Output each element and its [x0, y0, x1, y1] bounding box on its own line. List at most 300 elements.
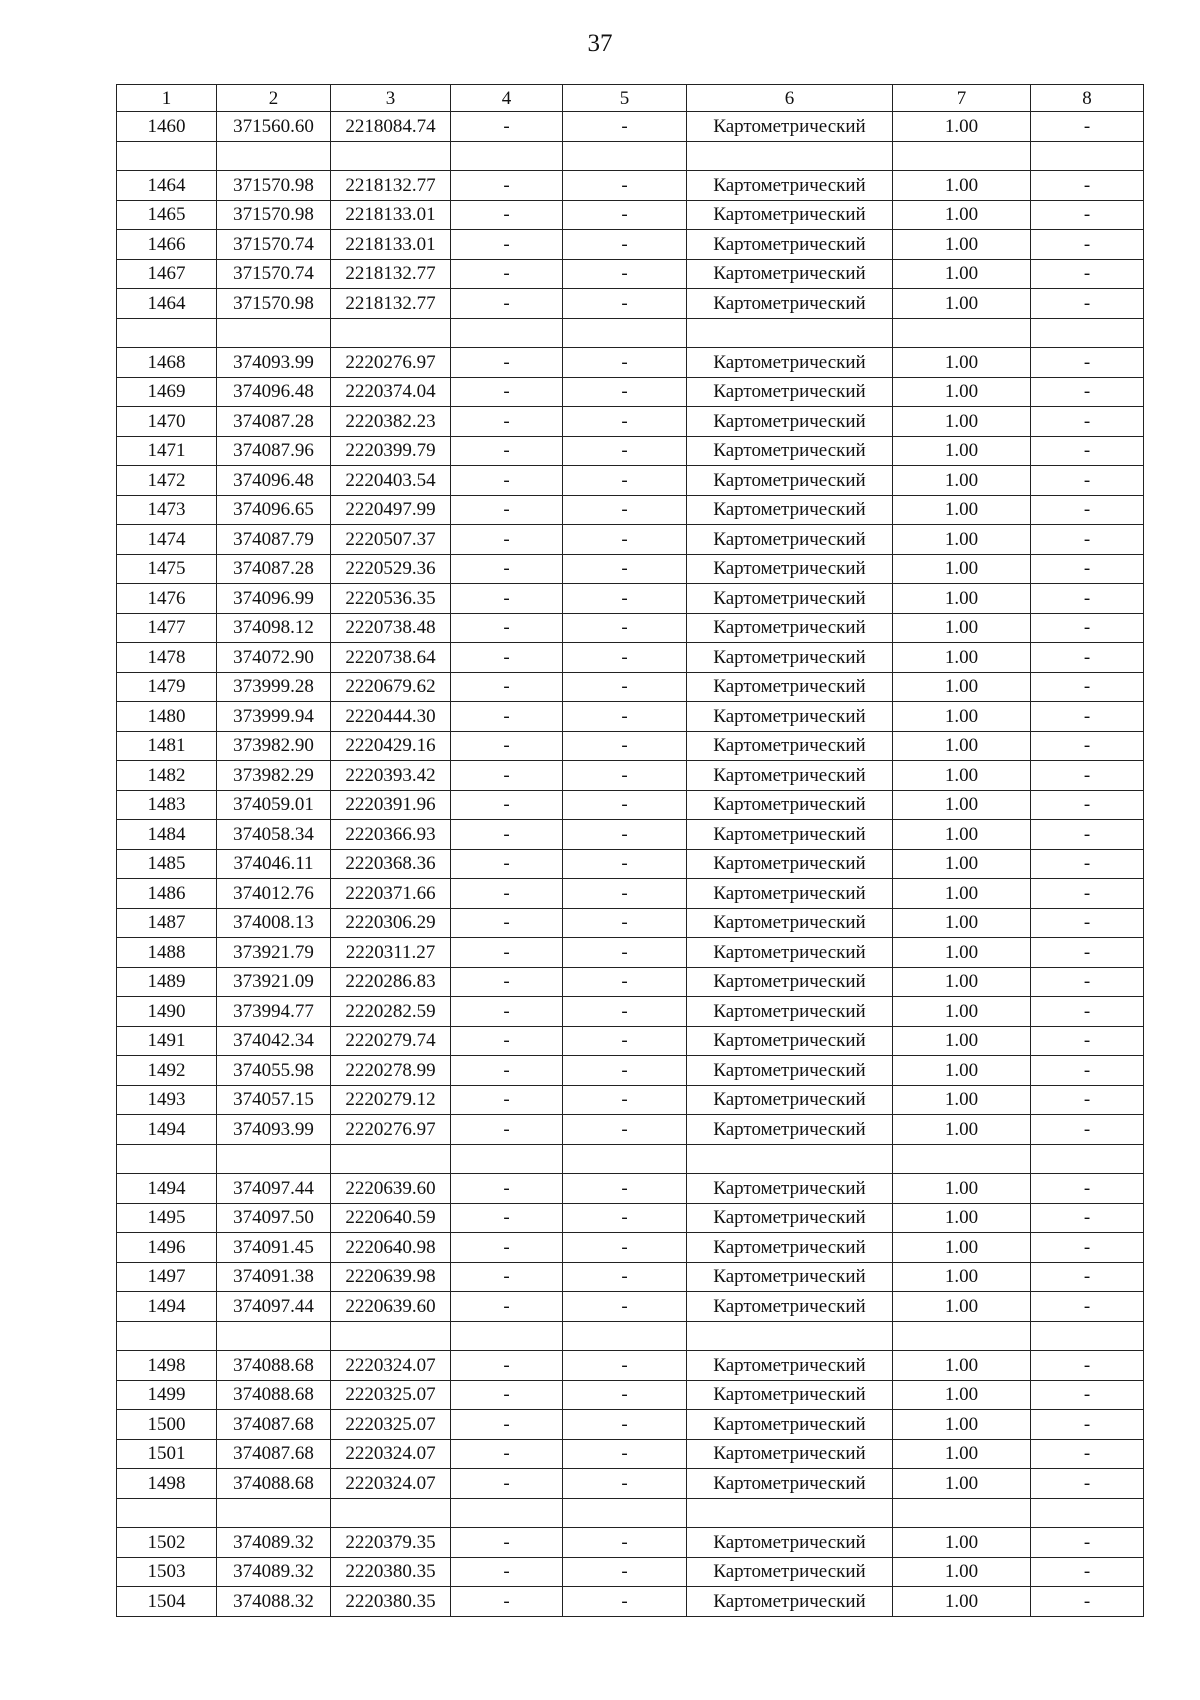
point-number-cell	[117, 1321, 217, 1351]
coordinate-x-cell: 371570.98	[217, 200, 331, 230]
point-number-cell: 1500	[117, 1410, 217, 1440]
accuracy-cell: 1.00	[893, 289, 1031, 319]
col-5-value-cell	[563, 141, 687, 171]
coordinate-x-cell: 374097.50	[217, 1203, 331, 1233]
point-number-cell: 1491	[117, 1026, 217, 1056]
col-4-value-cell: -	[451, 1380, 563, 1410]
method-cell	[687, 1321, 893, 1351]
accuracy-cell: 1.00	[893, 1292, 1031, 1322]
col-5-value-cell: -	[563, 200, 687, 230]
point-number-cell: 1476	[117, 584, 217, 614]
col-8-value-cell: -	[1031, 200, 1144, 230]
method-cell: Картометрический	[687, 761, 893, 791]
col-4-value-cell: -	[451, 1233, 563, 1263]
coordinate-x-cell: 371570.98	[217, 289, 331, 319]
header-row	[117, 85, 1144, 112]
accuracy-cell: 1.00	[893, 1410, 1031, 1440]
col-5-value-cell: -	[563, 1587, 687, 1617]
method-cell: Картометрический	[687, 1528, 893, 1558]
point-number-cell: 1504	[117, 1587, 217, 1617]
coordinate-x-cell: 374042.34	[217, 1026, 331, 1056]
col-4-value-cell: -	[451, 672, 563, 702]
coordinate-x-cell: 371560.60	[217, 112, 331, 142]
coordinate-y-cell: 2220640.98	[331, 1233, 451, 1263]
coordinate-x-cell: 374087.68	[217, 1439, 331, 1469]
col-5-value-cell: -	[563, 1203, 687, 1233]
col-5-value-cell: -	[563, 348, 687, 378]
col-4-value-cell: -	[451, 1557, 563, 1587]
coordinate-y-cell: 2220403.54	[331, 466, 451, 496]
col-5-value-cell	[563, 1498, 687, 1528]
col-5-value-cell: -	[563, 997, 687, 1027]
col-5-value-cell: -	[563, 1469, 687, 1499]
col-8-value-cell: -	[1031, 348, 1144, 378]
coordinate-y-cell: 2220368.36	[331, 849, 451, 879]
col-4-value-cell: -	[451, 407, 563, 437]
table-row	[117, 584, 1144, 614]
point-number-cell	[117, 318, 217, 348]
coordinate-x-cell: 374096.48	[217, 466, 331, 496]
col-8-value-cell: -	[1031, 1410, 1144, 1440]
accuracy-cell: 1.00	[893, 1528, 1031, 1558]
method-cell: Картометрический	[687, 672, 893, 702]
method-cell: Картометрический	[687, 1557, 893, 1587]
coordinate-y-cell: 2220306.29	[331, 908, 451, 938]
coordinate-y-cell	[331, 1144, 451, 1174]
col-8-value-cell: -	[1031, 613, 1144, 643]
coordinate-x-cell: 374055.98	[217, 1056, 331, 1086]
coordinate-y-cell: 2220282.59	[331, 997, 451, 1027]
col-4-value-cell: -	[451, 1439, 563, 1469]
method-cell: Картометрический	[687, 200, 893, 230]
col-4-value-cell: -	[451, 348, 563, 378]
table-row	[117, 879, 1144, 909]
table-row	[117, 1203, 1144, 1233]
coordinate-x-cell: 374008.13	[217, 908, 331, 938]
table-row	[117, 820, 1144, 850]
accuracy-cell: 1.00	[893, 436, 1031, 466]
coordinate-x-cell: 374097.44	[217, 1174, 331, 1204]
method-cell: Картометрический	[687, 702, 893, 732]
col-5-value-cell: -	[563, 584, 687, 614]
method-cell: Картометрический	[687, 1410, 893, 1440]
accuracy-cell: 1.00	[893, 1351, 1031, 1381]
method-cell: Картометрический	[687, 1439, 893, 1469]
point-number-cell: 1477	[117, 613, 217, 643]
col-5-value-cell: -	[563, 1351, 687, 1381]
table-body	[117, 112, 1144, 1617]
coordinate-x-cell: 373921.09	[217, 967, 331, 997]
col-5-value-cell: -	[563, 1174, 687, 1204]
method-cell: Картометрический	[687, 1262, 893, 1292]
coordinate-y-cell: 2220497.99	[331, 495, 451, 525]
column-header: 1	[117, 85, 217, 112]
table-row	[117, 849, 1144, 879]
coordinate-y-cell: 2220444.30	[331, 702, 451, 732]
coordinate-x-cell: 374097.44	[217, 1292, 331, 1322]
col-4-value-cell: -	[451, 1262, 563, 1292]
coordinate-y-cell: 2220640.59	[331, 1203, 451, 1233]
point-number-cell: 1480	[117, 702, 217, 732]
accuracy-cell: 1.00	[893, 1439, 1031, 1469]
col-5-value-cell: -	[563, 436, 687, 466]
coordinate-y-cell: 2220738.48	[331, 613, 451, 643]
col-4-value-cell: -	[451, 495, 563, 525]
point-number-cell	[117, 141, 217, 171]
coordinate-y-cell: 2220639.60	[331, 1292, 451, 1322]
col-4-value-cell: -	[451, 289, 563, 319]
coordinate-y-cell: 2220639.60	[331, 1174, 451, 1204]
accuracy-cell: 1.00	[893, 230, 1031, 260]
col-5-value-cell: -	[563, 1557, 687, 1587]
col-4-value-cell: -	[451, 112, 563, 142]
method-cell: Картометрический	[687, 1174, 893, 1204]
col-4-value-cell	[451, 1144, 563, 1174]
col-4-value-cell: -	[451, 436, 563, 466]
col-5-value-cell: -	[563, 1439, 687, 1469]
column-header: 8	[1031, 85, 1144, 112]
coordinate-y-cell	[331, 318, 451, 348]
col-5-value-cell: -	[563, 230, 687, 260]
coordinate-x-cell: 374057.15	[217, 1085, 331, 1115]
point-number-cell: 1502	[117, 1528, 217, 1558]
col-8-value-cell	[1031, 1498, 1144, 1528]
accuracy-cell: 1.00	[893, 1174, 1031, 1204]
table-row	[117, 318, 1144, 348]
accuracy-cell: 1.00	[893, 200, 1031, 230]
col-4-value-cell: -	[451, 1115, 563, 1145]
table-row	[117, 141, 1144, 171]
table-row	[117, 613, 1144, 643]
col-4-value-cell: -	[451, 525, 563, 555]
col-5-value-cell: -	[563, 466, 687, 496]
table-row	[117, 967, 1144, 997]
accuracy-cell: 1.00	[893, 377, 1031, 407]
table-row	[117, 1469, 1144, 1499]
method-cell: Картометрический	[687, 259, 893, 289]
coordinate-x-cell: 374093.99	[217, 1115, 331, 1145]
col-8-value-cell: -	[1031, 466, 1144, 496]
table-row	[117, 672, 1144, 702]
table-row	[117, 1380, 1144, 1410]
col-5-value-cell: -	[563, 1528, 687, 1558]
col-8-value-cell: -	[1031, 407, 1144, 437]
table-row	[117, 702, 1144, 732]
coordinate-x-cell: 371570.74	[217, 230, 331, 260]
coordinate-y-cell: 2220374.04	[331, 377, 451, 407]
method-cell: Картометрический	[687, 554, 893, 584]
table-row	[117, 1292, 1144, 1322]
col-5-value-cell: -	[563, 495, 687, 525]
col-8-value-cell: -	[1031, 436, 1144, 466]
col-8-value-cell: -	[1031, 1469, 1144, 1499]
coordinate-x-cell: 374087.28	[217, 554, 331, 584]
col-8-value-cell: -	[1031, 790, 1144, 820]
coordinate-x-cell: 373994.77	[217, 997, 331, 1027]
accuracy-cell: 1.00	[893, 554, 1031, 584]
point-number-cell: 1492	[117, 1056, 217, 1086]
coordinate-y-cell: 2220366.93	[331, 820, 451, 850]
col-8-value-cell: -	[1031, 1233, 1144, 1263]
col-5-value-cell: -	[563, 761, 687, 791]
method-cell: Картометрический	[687, 908, 893, 938]
table-row	[117, 1056, 1144, 1086]
col-4-value-cell: -	[451, 1528, 563, 1558]
point-number-cell: 1487	[117, 908, 217, 938]
table-row	[117, 289, 1144, 319]
accuracy-cell	[893, 141, 1031, 171]
coordinate-x-cell: 374087.96	[217, 436, 331, 466]
col-8-value-cell: -	[1031, 879, 1144, 909]
coordinate-x-cell: 374087.68	[217, 1410, 331, 1440]
coordinate-y-cell: 2220382.23	[331, 407, 451, 437]
table-row	[117, 200, 1144, 230]
coordinate-x-cell: 371570.98	[217, 171, 331, 201]
col-5-value-cell: -	[563, 672, 687, 702]
col-8-value-cell: -	[1031, 1528, 1144, 1558]
col-5-value-cell	[563, 1321, 687, 1351]
table-row	[117, 1174, 1144, 1204]
col-4-value-cell: -	[451, 1203, 563, 1233]
point-number-cell: 1467	[117, 259, 217, 289]
point-number-cell: 1496	[117, 1233, 217, 1263]
col-5-value-cell: -	[563, 938, 687, 968]
col-8-value-cell: -	[1031, 1587, 1144, 1617]
method-cell: Картометрический	[687, 938, 893, 968]
col-8-value-cell	[1031, 1321, 1144, 1351]
coordinate-y-cell: 2220325.07	[331, 1410, 451, 1440]
point-number-cell: 1494	[117, 1115, 217, 1145]
coordinate-x-cell	[217, 1144, 331, 1174]
method-cell: Картометрический	[687, 879, 893, 909]
col-4-value-cell: -	[451, 997, 563, 1027]
coordinate-y-cell: 2220529.36	[331, 554, 451, 584]
coordinate-y-cell: 2220278.99	[331, 1056, 451, 1086]
coordinate-y-cell: 2220311.27	[331, 938, 451, 968]
col-4-value-cell: -	[451, 820, 563, 850]
table-row	[117, 1321, 1144, 1351]
col-4-value-cell: -	[451, 1056, 563, 1086]
accuracy-cell: 1.00	[893, 908, 1031, 938]
point-number-cell: 1486	[117, 879, 217, 909]
col-8-value-cell: -	[1031, 643, 1144, 673]
accuracy-cell: 1.00	[893, 348, 1031, 378]
point-number-cell: 1494	[117, 1174, 217, 1204]
coordinate-y-cell: 2220276.97	[331, 1115, 451, 1145]
accuracy-cell: 1.00	[893, 171, 1031, 201]
col-4-value-cell: -	[451, 259, 563, 289]
table-row	[117, 938, 1144, 968]
coordinate-x-cell: 374093.99	[217, 348, 331, 378]
point-number-cell: 1466	[117, 230, 217, 260]
coordinate-x-cell: 374059.01	[217, 790, 331, 820]
point-number-cell: 1468	[117, 348, 217, 378]
accuracy-cell: 1.00	[893, 1262, 1031, 1292]
col-8-value-cell: -	[1031, 731, 1144, 761]
point-number-cell: 1498	[117, 1469, 217, 1499]
col-8-value-cell: -	[1031, 908, 1144, 938]
col-4-value-cell: -	[451, 731, 563, 761]
col-8-value-cell: -	[1031, 584, 1144, 614]
col-8-value-cell: -	[1031, 1262, 1144, 1292]
coordinate-y-cell: 2218132.77	[331, 171, 451, 201]
table-row	[117, 790, 1144, 820]
coordinate-y-cell	[331, 141, 451, 171]
accuracy-cell: 1.00	[893, 613, 1031, 643]
accuracy-cell: 1.00	[893, 1557, 1031, 1587]
point-number-cell: 1470	[117, 407, 217, 437]
table-row	[117, 436, 1144, 466]
coordinate-x-cell: 374089.32	[217, 1557, 331, 1587]
accuracy-cell: 1.00	[893, 967, 1031, 997]
method-cell	[687, 1498, 893, 1528]
coordinates-table	[116, 84, 1144, 1617]
col-4-value-cell: -	[451, 908, 563, 938]
col-8-value-cell: -	[1031, 1292, 1144, 1322]
accuracy-cell: 1.00	[893, 879, 1031, 909]
point-number-cell: 1471	[117, 436, 217, 466]
accuracy-cell: 1.00	[893, 1115, 1031, 1145]
col-4-value-cell: -	[451, 790, 563, 820]
method-cell: Картометрический	[687, 407, 893, 437]
col-4-value-cell	[451, 318, 563, 348]
coordinate-x-cell: 373921.79	[217, 938, 331, 968]
column-header: 6	[687, 85, 893, 112]
accuracy-cell: 1.00	[893, 1469, 1031, 1499]
method-cell: Картометрический	[687, 1203, 893, 1233]
coordinate-x-cell: 374096.48	[217, 377, 331, 407]
col-4-value-cell: -	[451, 938, 563, 968]
coordinate-y-cell: 2220371.66	[331, 879, 451, 909]
point-number-cell: 1464	[117, 171, 217, 201]
point-number-cell: 1478	[117, 643, 217, 673]
accuracy-cell: 1.00	[893, 495, 1031, 525]
method-cell: Картометрический	[687, 171, 893, 201]
col-4-value-cell: -	[451, 1351, 563, 1381]
coordinate-y-cell: 2218084.74	[331, 112, 451, 142]
method-cell: Картометрический	[687, 1026, 893, 1056]
point-number-cell: 1485	[117, 849, 217, 879]
col-4-value-cell: -	[451, 613, 563, 643]
coordinate-x-cell: 374089.32	[217, 1528, 331, 1558]
method-cell	[687, 318, 893, 348]
method-cell: Картометрический	[687, 1292, 893, 1322]
col-4-value-cell: -	[451, 1085, 563, 1115]
coordinate-x-cell: 373982.90	[217, 731, 331, 761]
coordinate-x-cell: 374058.34	[217, 820, 331, 850]
col-5-value-cell: -	[563, 1233, 687, 1263]
table-row	[117, 230, 1144, 260]
table-row	[117, 495, 1144, 525]
coordinate-x-cell: 373999.28	[217, 672, 331, 702]
col-5-value-cell: -	[563, 849, 687, 879]
coordinate-x-cell	[217, 1498, 331, 1528]
accuracy-cell	[893, 1321, 1031, 1351]
method-cell: Картометрический	[687, 1233, 893, 1263]
col-5-value-cell: -	[563, 525, 687, 555]
table-row	[117, 1439, 1144, 1469]
accuracy-cell: 1.00	[893, 259, 1031, 289]
table-row	[117, 171, 1144, 201]
col-8-value-cell: -	[1031, 820, 1144, 850]
method-cell: Картометрический	[687, 643, 893, 673]
point-number-cell: 1503	[117, 1557, 217, 1587]
method-cell: Картометрический	[687, 1085, 893, 1115]
coordinate-x-cell: 374088.68	[217, 1469, 331, 1499]
method-cell: Картометрический	[687, 1056, 893, 1086]
col-8-value-cell	[1031, 1144, 1144, 1174]
coordinate-y-cell: 2220380.35	[331, 1557, 451, 1587]
col-4-value-cell: -	[451, 1410, 563, 1440]
col-5-value-cell: -	[563, 171, 687, 201]
point-number-cell: 1472	[117, 466, 217, 496]
coordinate-y-cell: 2220507.37	[331, 525, 451, 555]
point-number-cell: 1479	[117, 672, 217, 702]
coordinate-y-cell: 2220279.12	[331, 1085, 451, 1115]
accuracy-cell: 1.00	[893, 790, 1031, 820]
col-8-value-cell: -	[1031, 1351, 1144, 1381]
method-cell: Картометрический	[687, 348, 893, 378]
col-8-value-cell: -	[1031, 1085, 1144, 1115]
accuracy-cell	[893, 1144, 1031, 1174]
col-4-value-cell: -	[451, 1469, 563, 1499]
col-4-value-cell: -	[451, 879, 563, 909]
col-8-value-cell: -	[1031, 702, 1144, 732]
point-number-cell: 1469	[117, 377, 217, 407]
accuracy-cell: 1.00	[893, 112, 1031, 142]
col-5-value-cell: -	[563, 289, 687, 319]
point-number-cell: 1464	[117, 289, 217, 319]
method-cell: Картометрический	[687, 967, 893, 997]
point-number-cell: 1493	[117, 1085, 217, 1115]
point-number-cell: 1497	[117, 1262, 217, 1292]
method-cell: Картометрический	[687, 230, 893, 260]
col-5-value-cell: -	[563, 731, 687, 761]
col-5-value-cell: -	[563, 1292, 687, 1322]
point-number-cell: 1488	[117, 938, 217, 968]
coordinate-y-cell: 2220391.96	[331, 790, 451, 820]
accuracy-cell: 1.00	[893, 731, 1031, 761]
coordinate-y-cell: 2220380.35	[331, 1587, 451, 1617]
accuracy-cell: 1.00	[893, 407, 1031, 437]
point-number-cell: 1490	[117, 997, 217, 1027]
table-row	[117, 1498, 1144, 1528]
col-8-value-cell: -	[1031, 1115, 1144, 1145]
accuracy-cell: 1.00	[893, 1056, 1031, 1086]
col-5-value-cell: -	[563, 1115, 687, 1145]
table-row	[117, 1528, 1144, 1558]
accuracy-cell: 1.00	[893, 820, 1031, 850]
coordinate-x-cell: 374088.32	[217, 1587, 331, 1617]
col-4-value-cell: -	[451, 230, 563, 260]
col-5-value-cell: -	[563, 820, 687, 850]
coordinate-y-cell: 2220393.42	[331, 761, 451, 791]
col-5-value-cell: -	[563, 702, 687, 732]
method-cell: Картометрический	[687, 525, 893, 555]
method-cell: Картометрический	[687, 584, 893, 614]
coordinate-y-cell: 2220324.07	[331, 1439, 451, 1469]
method-cell	[687, 1144, 893, 1174]
method-cell: Картометрический	[687, 849, 893, 879]
col-5-value-cell: -	[563, 908, 687, 938]
col-5-value-cell: -	[563, 259, 687, 289]
point-number-cell: 1483	[117, 790, 217, 820]
method-cell: Картометрический	[687, 731, 893, 761]
col-5-value-cell: -	[563, 1410, 687, 1440]
col-8-value-cell: -	[1031, 1557, 1144, 1587]
coordinate-x-cell: 374091.38	[217, 1262, 331, 1292]
method-cell: Картометрический	[687, 820, 893, 850]
